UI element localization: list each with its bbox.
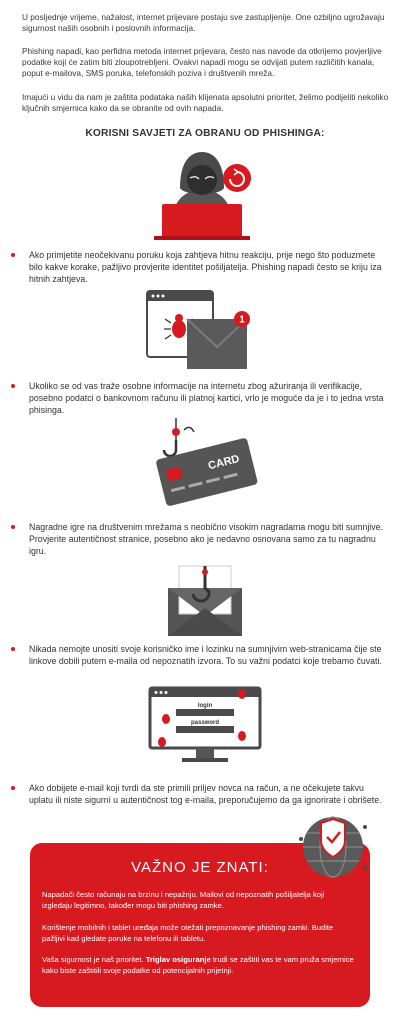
tip-1-text: Ako primjetite neočekivanu poruku koja zahtjeva hitnu reakciju, prije nego što poduzmete bilo kakve korake, pažljivo provjerite identitet pošiljatelja. Phishing napadi često se kriju iza hitnih zahtjeva. — [29, 250, 382, 284]
hacker-laptop-icon — [150, 148, 265, 240]
tip-1 — [22, 249, 384, 285]
important-paragraph-1: Napadači često računaju na brzinu i nepažnju. Mailovi od nepoznatih pošiljatelja koji izgledaju legitimno, također mogu biti phishing zamke. — [42, 890, 325, 910]
tips-heading: KORISNI SAVJETI ZA OBRANU OD PHISHINGA: — [85, 128, 325, 139]
bullet-dot — [11, 525, 15, 529]
tip-2-text: Ukoliko se od vas traže osobne informacije na internetu zbog ažuriranja ili verifikacije, posebno podatci o bankovnom računu ili platnoj kartici, vrlo je moguće da je i to jedna vrsta phisinga. — [29, 381, 384, 415]
monitor-login-icon — [146, 686, 264, 764]
tip-5 — [22, 782, 384, 806]
important-paragraph-2: Korištenje mobilnih i tablet uređaja može otežati prepoznavanje phishing zamki. Budite pažljivi kad gledate poruke na telefonu ili tabletu. — [42, 923, 334, 943]
bullet-dot — [11, 647, 15, 651]
intro-paragraph-1: U posljednje vrijeme, nažalost, internet prijevare postaju sve zastupljenije. One ozbiljno ugrožavaju sigurnost naših osobnih i poslovnih informacija. — [22, 12, 385, 34]
intro-paragraph-2: Phishing napadi, kao perfidna metoda internet prijevara, često nas navode da otkrijemo povjerljive podatke koji će zatim biti zloupotrebljeni. Ovakvi napadi mogu se odvijati putem različitih kanala, poput e-mailova, SMS poruka, telefonskih poziva i društvenih mreža. — [22, 46, 382, 79]
globe-shield-icon — [297, 811, 369, 883]
intro-paragraph-3: Imajući u vidu da nam je zaštita podataka naših klijenata apsolutni prioritet, želimo podijeliti nekoliko ključnih smjernica kako da se obranite od ovih napada. — [22, 92, 389, 114]
important-paragraph-3: Vaša sigurnost je naš prioritet. Triglav osiguranje trudi se zaštiti vas te vam pruža smjernice kako biste zaštitili svoje podatke od potencijalnih prijetnji. — [42, 955, 354, 975]
tip-3 — [22, 521, 384, 557]
card-hook-icon — [150, 418, 265, 510]
tip-2 — [22, 380, 384, 416]
important-title: VAŽNO JE ZNATI: — [131, 859, 269, 876]
notification-badge: 1 — [239, 314, 245, 326]
bullet-dot — [11, 786, 15, 790]
tip-3-text: Nagradne igre na društvenim mrežama s neobično visokim nagradama mogu biti sumnjive. Provjerite autentičnost stranice, posebno ako je nedavno osnovana samo za tu nagradnu igru. — [29, 522, 383, 556]
card-label: CARD — [207, 452, 241, 473]
bullet-dot — [11, 253, 15, 257]
brand-name: Triglav osiguranje — [145, 955, 211, 964]
login-label: login — [197, 703, 213, 709]
password-label: password — [190, 720, 220, 726]
tip-5-text: Ako dobijete e-mail koji tvrdi da ste primili priljev novca na račun, a ne očekujete takvu uplatu ili niste sigurni u autentičnost tog e-maila, preporučujemo da ga ignorirate i obrišete. — [29, 783, 382, 805]
tip-4 — [22, 643, 384, 667]
envelope-hook-icon — [165, 560, 245, 638]
malware-email-icon — [145, 289, 255, 379]
tip-4-text: Nikada nemojte unositi svoje korisničko ime i lozinku na sumnjivim web-stranicama čije ste linkove dobili putem e-maila od nepoznatih izvora. To su važni podatci koje trebamo čuvati. — [29, 644, 382, 666]
bullet-dot — [11, 384, 15, 388]
